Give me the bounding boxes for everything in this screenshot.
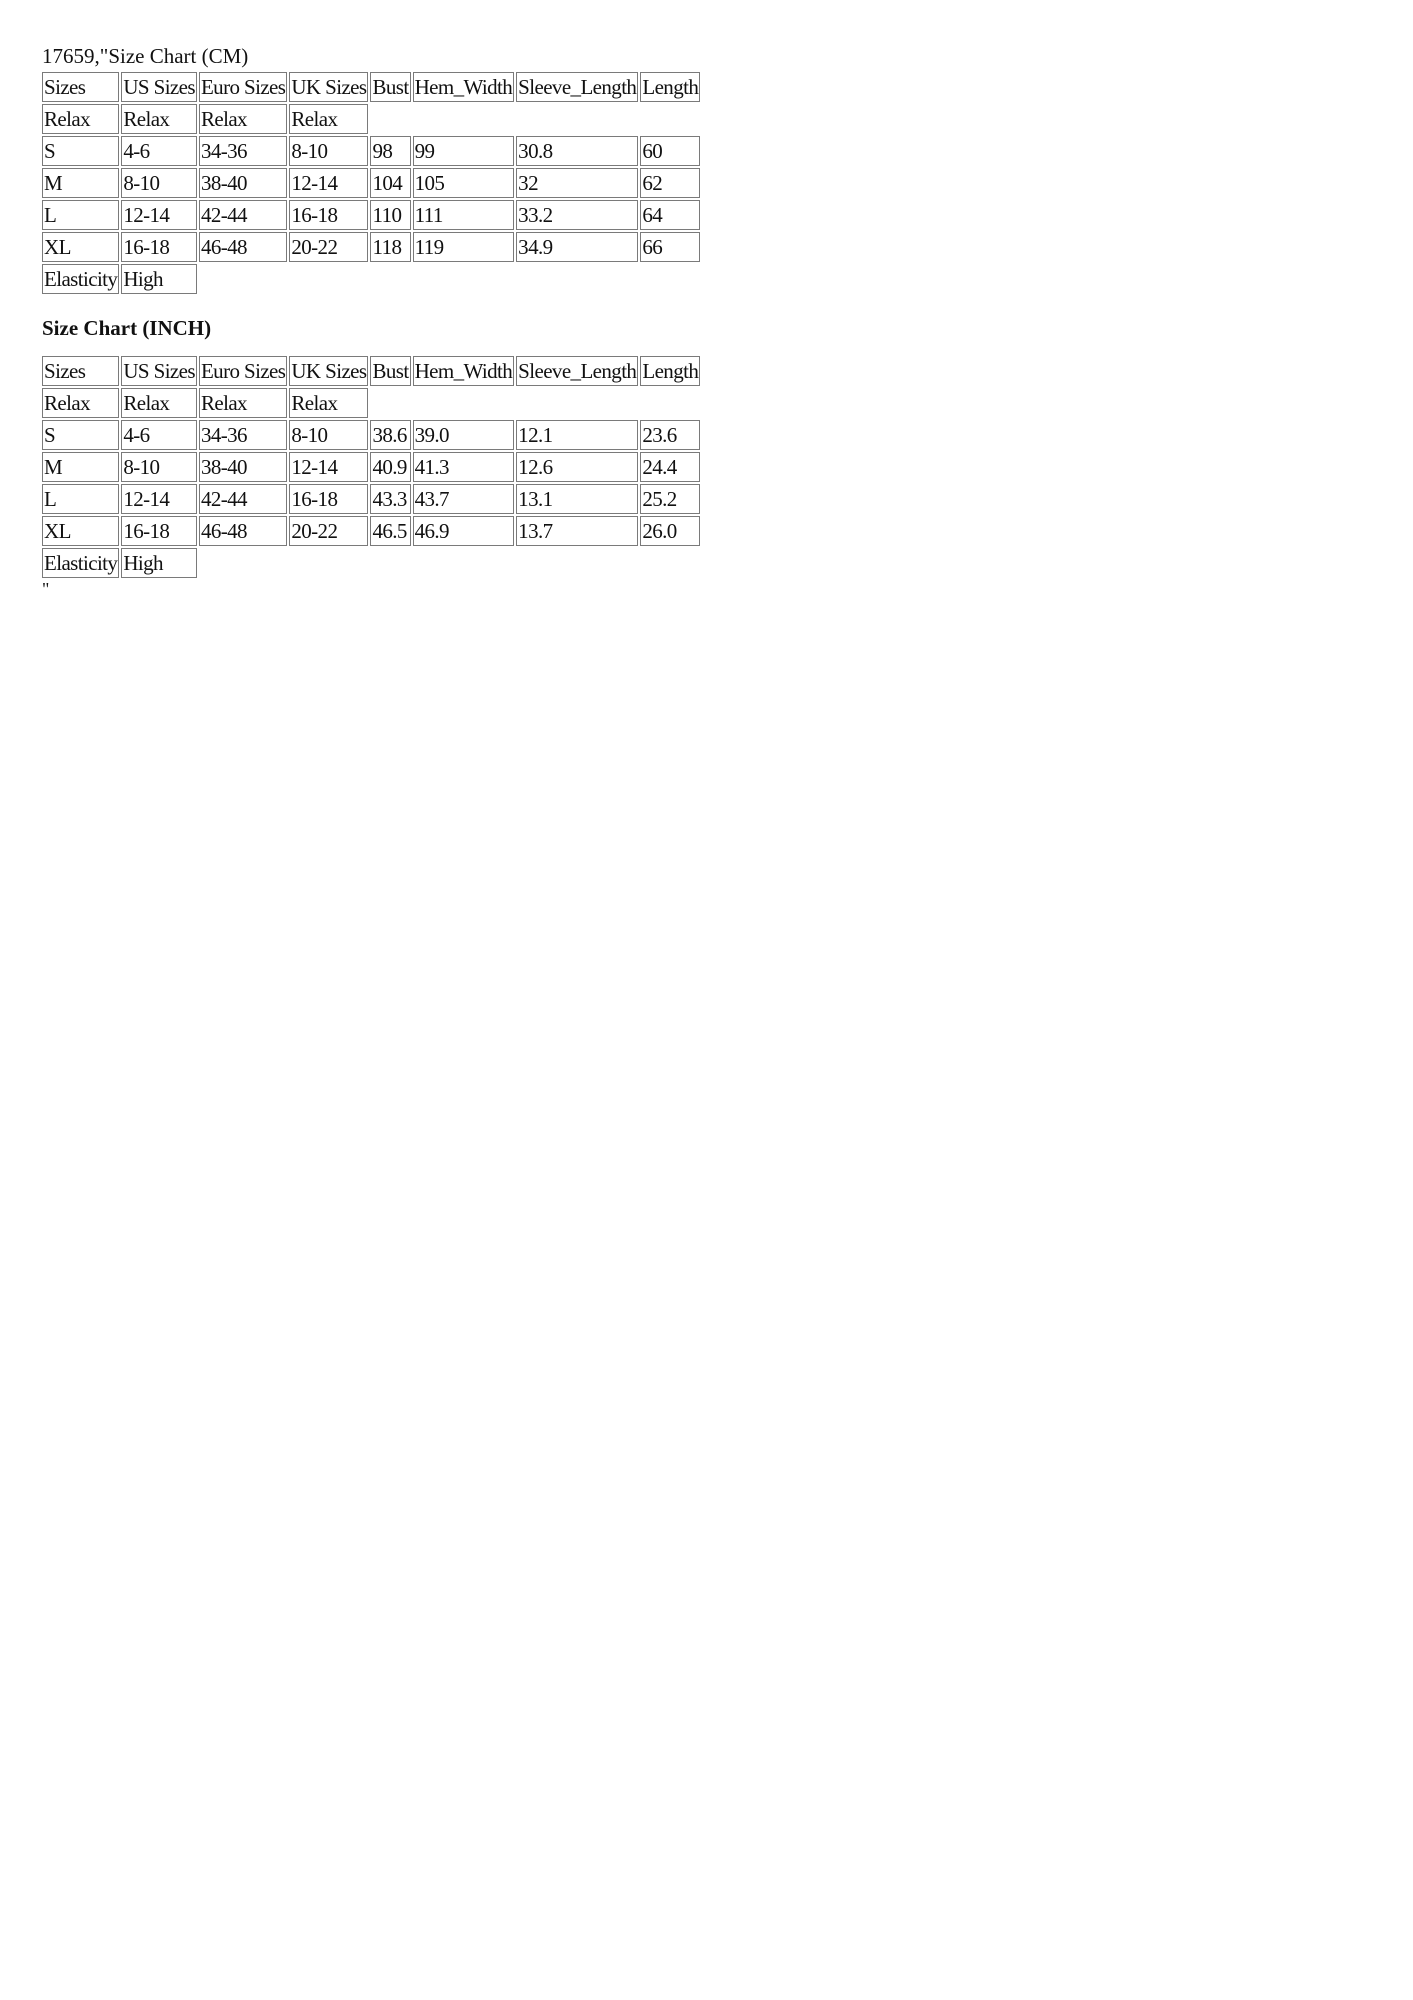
table-cell: S [42, 420, 119, 450]
table-cell: 13.1 [516, 484, 638, 514]
table-cell: 98 [370, 136, 410, 166]
table-cell: 16-18 [121, 516, 197, 546]
header-cell: Euro Sizes [199, 72, 287, 102]
table-cell: 62 [640, 168, 700, 198]
table-cell: 20-22 [289, 516, 368, 546]
table-cell: 30.8 [516, 136, 638, 166]
elasticity-row [42, 548, 700, 578]
table-cell: 64 [640, 200, 700, 230]
closing-quote: " [42, 579, 50, 599]
table-cell: S [42, 136, 119, 166]
header-cell: Hem_Width [413, 356, 515, 386]
table-cell: 119 [413, 232, 515, 262]
relax-cell: Relax [199, 388, 287, 418]
table-cell: 46-48 [199, 232, 287, 262]
table-cell: 32 [516, 168, 638, 198]
table-cell: 16-18 [121, 232, 197, 262]
table-cell: L [42, 484, 119, 514]
table-cell: 39.0 [413, 420, 515, 450]
table-cell: 12.6 [516, 452, 638, 482]
elasticity-value: High [121, 548, 197, 578]
header-cell: Sleeve_Length [516, 356, 638, 386]
table-cell: 105 [413, 168, 515, 198]
table-cell: 16-18 [289, 484, 368, 514]
table-cell: 38.6 [370, 420, 410, 450]
table-row [42, 136, 700, 166]
table-cell: 13.7 [516, 516, 638, 546]
relax-cell: Relax [42, 104, 119, 134]
table-cell: 42-44 [199, 484, 287, 514]
table-cell: 8-10 [289, 136, 368, 166]
header-cell: Hem_Width [413, 72, 515, 102]
table-cell: 118 [370, 232, 410, 262]
table-cell: 46.9 [413, 516, 515, 546]
table-cell: 46.5 [370, 516, 410, 546]
size-chart-cm-table [40, 70, 702, 296]
table-cell: 12-14 [289, 168, 368, 198]
relax-row [42, 388, 700, 418]
relax-cell: Relax [121, 104, 197, 134]
elasticity-label: Elasticity [42, 264, 119, 294]
header-cell: Sleeve_Length [516, 72, 638, 102]
table-row [42, 516, 700, 546]
table-cell: 12-14 [289, 452, 368, 482]
table-cell: 43.3 [370, 484, 410, 514]
table-cell: 20-22 [289, 232, 368, 262]
elasticity-value: High [121, 264, 197, 294]
table-cell: XL [42, 516, 119, 546]
relax-cell: Relax [42, 388, 119, 418]
header-cell: Length [640, 356, 700, 386]
table-cell: 99 [413, 136, 515, 166]
header-cell: UK Sizes [289, 356, 368, 386]
elasticity-label: Elasticity [42, 548, 119, 578]
table-cell: L [42, 200, 119, 230]
table-cell: 24.4 [640, 452, 700, 482]
relax-cell: Relax [289, 388, 368, 418]
relax-cell: Relax [199, 104, 287, 134]
table-row [42, 200, 700, 230]
table-cell: 8-10 [121, 168, 197, 198]
header-cell: US Sizes [121, 356, 197, 386]
header-cell: Bust [370, 72, 410, 102]
table-row [42, 420, 700, 450]
table-cell: 104 [370, 168, 410, 198]
table-cell: XL [42, 232, 119, 262]
table-cell: 25.2 [640, 484, 700, 514]
table-cell: 40.9 [370, 452, 410, 482]
table-cell: 4-6 [121, 136, 197, 166]
table-cell: 16-18 [289, 200, 368, 230]
elasticity-row [42, 264, 700, 294]
header-cell: Euro Sizes [199, 356, 287, 386]
table-cell: M [42, 452, 119, 482]
table-cell: 38-40 [199, 168, 287, 198]
table-cell: 4-6 [121, 420, 197, 450]
header-cell: US Sizes [121, 72, 197, 102]
relax-row [42, 104, 700, 134]
table-cell: 34-36 [199, 136, 287, 166]
document-body [42, 42, 762, 598]
table-cell: 33.2 [516, 200, 638, 230]
table-cell: M [42, 168, 119, 198]
table-cell: 12-14 [121, 200, 197, 230]
table-cell: 26.0 [640, 516, 700, 546]
table-cell: 66 [640, 232, 700, 262]
table-row [42, 232, 700, 262]
table-row [42, 484, 700, 514]
inch-chart-heading: Size Chart (INCH) [42, 316, 212, 340]
header-row [42, 356, 700, 386]
relax-cell: Relax [289, 104, 368, 134]
header-cell: UK Sizes [289, 72, 368, 102]
table-cell: 41.3 [413, 452, 515, 482]
header-row [42, 72, 700, 102]
header-cell: Sizes [42, 356, 119, 386]
table-cell: 42-44 [199, 200, 287, 230]
header-cell: Sizes [42, 72, 119, 102]
table-cell: 8-10 [121, 452, 197, 482]
table-cell: 43.7 [413, 484, 515, 514]
header-cell: Length [640, 72, 700, 102]
table-row [42, 452, 700, 482]
header-cell: Bust [370, 356, 410, 386]
table-cell: 12.1 [516, 420, 638, 450]
table-cell: 34.9 [516, 232, 638, 262]
table-row [42, 168, 700, 198]
table-cell: 60 [640, 136, 700, 166]
table-cell: 23.6 [640, 420, 700, 450]
table-cell: 8-10 [289, 420, 368, 450]
intro-text: 17659,"Size Chart (CM) [42, 44, 249, 68]
table-cell: 46-48 [199, 516, 287, 546]
size-chart-inch-table [40, 354, 702, 580]
table-cell: 111 [413, 200, 515, 230]
relax-cell: Relax [121, 388, 197, 418]
table-cell: 12-14 [121, 484, 197, 514]
table-cell: 38-40 [199, 452, 287, 482]
table-cell: 34-36 [199, 420, 287, 450]
table-cell: 110 [370, 200, 410, 230]
